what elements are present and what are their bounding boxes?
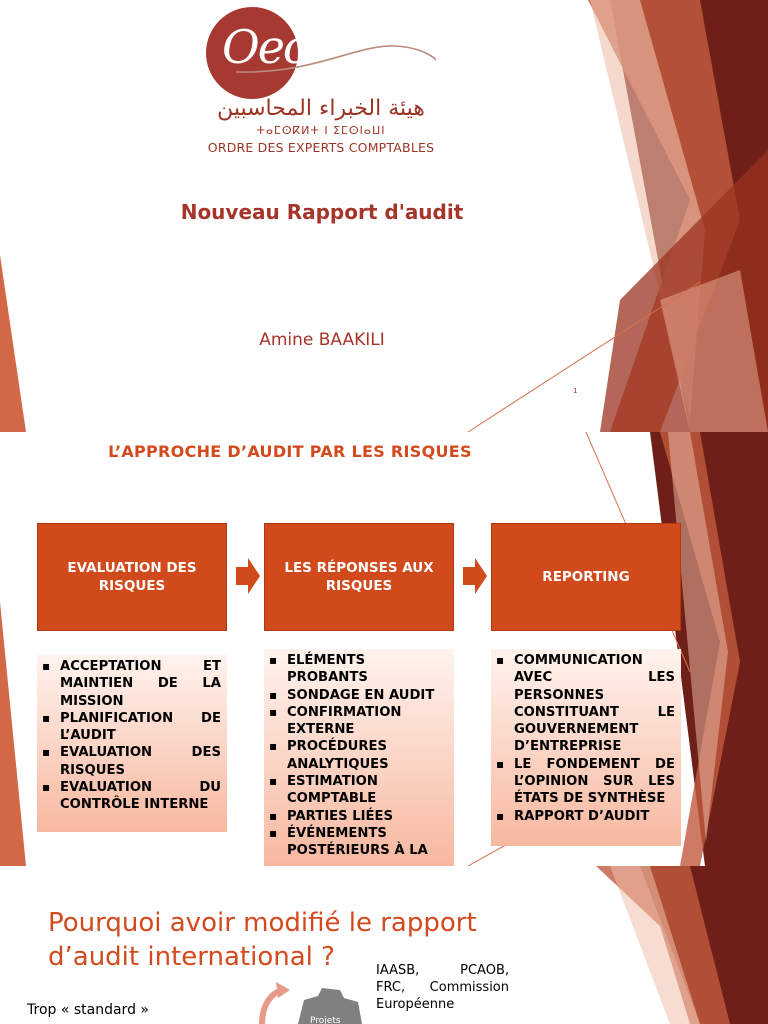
list-item: ▪ ELÉMENTS PROBANTS — [287, 652, 448, 687]
list-item: ▪ EVALUATION DU CONTRÔLE INTERNE — [60, 779, 221, 814]
title-line: d’audit international ? — [48, 942, 335, 972]
list-item: ▪ COMMUNICATION AVEC LES PERSONNES CONSTITUANT LE GOUVERNEMENT D’ENTREPRISE — [514, 652, 675, 756]
why-modify-slide — [0, 866, 768, 1024]
list-item: ▪ EVALUATION DES RISQUES — [60, 744, 221, 779]
audit-approach-slide — [0, 432, 768, 866]
gear-label: Projets — [310, 1016, 341, 1024]
text-line: IAASB, PCAOB, — [376, 963, 509, 978]
evaluation-risques-list — [37, 655, 227, 832]
author-name: Amine BAAKILI — [259, 330, 385, 350]
slide-title: L’APPROCHE D’AUDIT PAR LES RISQUES — [108, 442, 472, 461]
logo-script-text: Oec — [222, 20, 307, 74]
list-item: ▪ SONDAGE EN AUDIT — [287, 687, 448, 704]
list-item: ▪ ESTIMATION COMPTABLE — [287, 773, 448, 808]
list-item: ▪ RAPPORT D’AUDIT — [514, 808, 675, 825]
reporting-list — [491, 649, 681, 846]
arrow-right-icon — [236, 558, 260, 594]
page-number: 1 — [573, 387, 578, 395]
stage-label: LES RÉPONSES AUX RISQUES — [284, 560, 434, 594]
stage-reponses-risques — [264, 523, 454, 631]
logo-tifinagh-name: ⵜⴰⵎⵙⴽⵍⵜ ⵏ ⵉⵎⵙⵏⴰⵡⵏ — [256, 124, 386, 137]
stage-label: REPORTING — [542, 569, 630, 585]
logo-org-name: ORDRE DES EXPERTS COMPTABLES — [207, 140, 435, 155]
arrow-right-icon — [463, 558, 487, 594]
stage-reporting — [491, 523, 681, 631]
stage-label: EVALUATION DES RISQUES — [67, 560, 197, 594]
logo-arabic-name: هيئة الخبراء المحاسبين — [217, 96, 425, 121]
list-item: ▪ LE FONDEMENT DE L’OPINION SUR LES ÉTATS DE SYNTHÈSE — [514, 756, 675, 808]
title-slide — [0, 0, 768, 432]
stage-evaluation-risques — [37, 523, 227, 631]
list-item: ▪ PARTIES LIÉES — [287, 808, 448, 825]
regulatory-bodies-text — [376, 962, 509, 1013]
list-item: ▪ ÉVÉNEMENTS POSTÉRIEURS À LA — [287, 825, 448, 860]
list-item: ▪ PLANIFICATION DE L’AUDIT — [60, 710, 221, 745]
text-line: Européenne — [376, 997, 455, 1012]
title-line: Pourquoi avoir modifié le rapport — [48, 908, 477, 938]
list-item: ▪ CONFIRMATION EXTERNE — [287, 704, 448, 739]
list-item: ▪ PROCÉDURES ANALYTIQUES — [287, 738, 448, 773]
reponses-risques-list — [264, 649, 454, 866]
slide-title: Nouveau Rapport d'audit — [180, 200, 464, 224]
standard-note: Trop « standard » — [27, 1002, 149, 1018]
text-line: FRC, Commission — [376, 980, 509, 995]
list-item: ▪ ACCEPTATION ET MAINTIEN DE LA MISSION — [60, 658, 221, 710]
